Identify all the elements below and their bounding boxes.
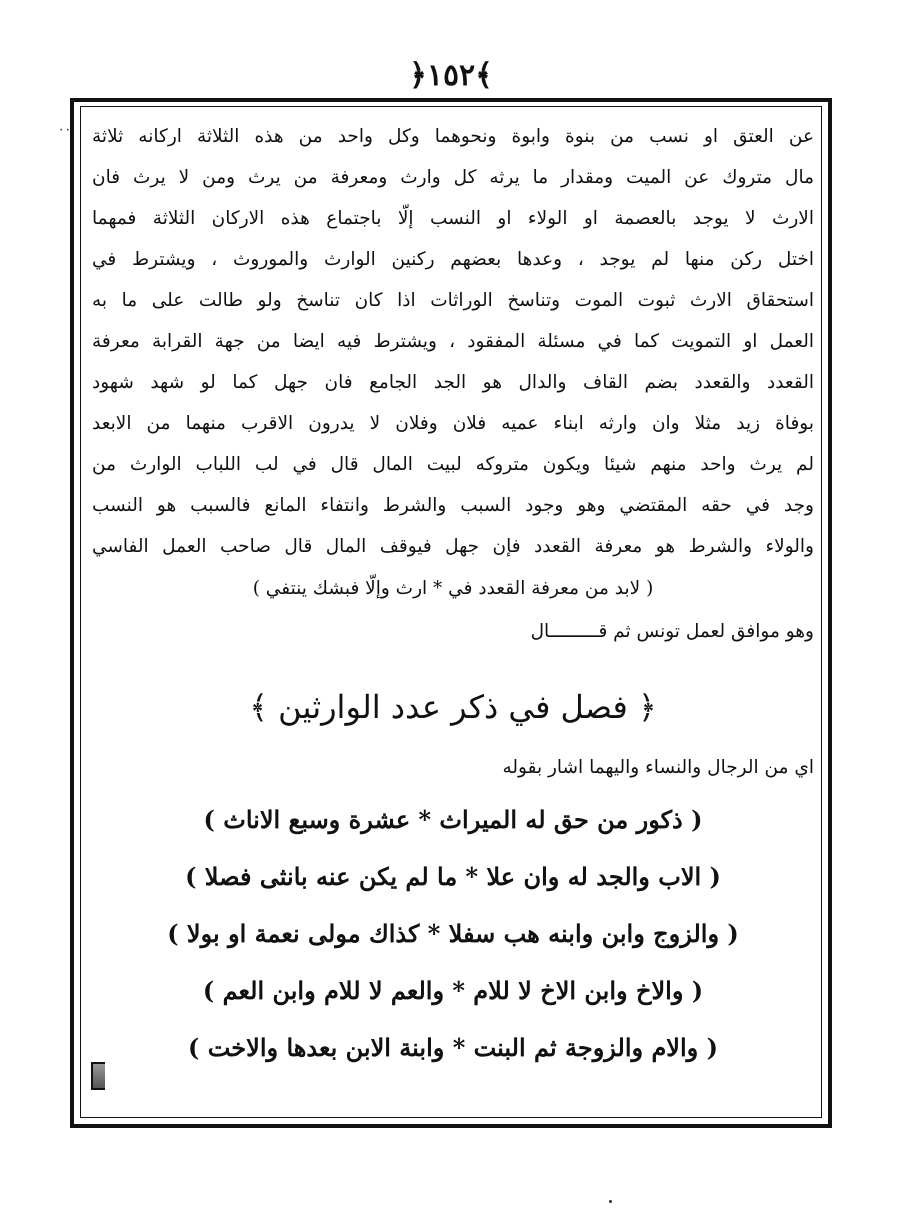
text-line: الارث لا يوجد بالعصمة او الولاء او النسب إلّا باجتماع هذه الاركان الثلاثة فمهما bbox=[92, 208, 814, 229]
page-number: ﴾١٥٢﴿ bbox=[409, 58, 493, 93]
quoted-verse: ( لابد من معرفة القعدد في * ارث وإلّا فبشك ينتفي ) bbox=[252, 578, 654, 599]
body-paragraph bbox=[92, 116, 814, 567]
verse-block bbox=[92, 791, 814, 1076]
text-line: وهو موافق لعمل تونس ثم قـــــــــال bbox=[530, 621, 814, 642]
text-line: استحقاق الارث ثبوت الموت وتناسخ الوراثات اذا كان تناسخ ولو طالت على ما به bbox=[92, 290, 814, 311]
verse-line: ( والاخ وابن الاخ لا للام * والعم لا للام وابن العم ) bbox=[202, 976, 704, 1005]
verse-line: ( ذكور من حق له الميراث * عشرة وسبع الاناث ) bbox=[203, 805, 703, 834]
page-body bbox=[92, 116, 814, 1076]
verse-line: ( والام والزوجة ثم البنت * وابنة الابن بعدها والاخت ) bbox=[188, 1033, 718, 1062]
text-line: لم يرث واحد منهم شيئا ويكون متروكه لبيت المال قال في لب اللباب الوارث من bbox=[92, 454, 814, 475]
margin-mark: ٠٠ bbox=[58, 122, 71, 136]
text-line: مال متروك عن الميت ومقدار ما يرثه كل وارث ومعرفة من يرث ومن لا يرث فان bbox=[92, 167, 814, 188]
verse-line: ( والزوج وابن وابنه هب سفلا * كذاك مولى نعمة او بولا ) bbox=[167, 919, 739, 948]
intro-text: اي من الرجال والنساء واليهما اشار بقوله bbox=[502, 757, 814, 778]
speck bbox=[609, 1200, 612, 1203]
text-line: عن العتق او نسب من بنوة وابوة ونحوهما وكل واحد من هذه الثلاثة اركانه ثلاثة bbox=[92, 126, 814, 147]
verse-line: ( الاب والجد له وان علا * ما لم يكن عنه بانثى فصلا ) bbox=[185, 862, 721, 891]
text-line: وجد في حقه المقتضي وهو وجود السبب والشرط وانتفاء المانع فالسبب هو النسب bbox=[92, 495, 814, 516]
text-line: والولاء والشرط هو معرفة القعدد فإن جهل فيوقف المال قال صاحب العمل الفاسي bbox=[92, 536, 814, 557]
text-line: القعدد والقعدد بضم القاف والدال هو الجد الجامع فان جهل كما لو شهد شهود bbox=[92, 372, 814, 393]
text-line: بوفاة زيد مثلا وان وارثه ابناء عميه فلان وفلان لا يدرون الاقرب منهما من الابعد bbox=[92, 413, 814, 434]
text-line: العمل او التمويت كما في مسئلة المفقود ، ويشترط فيه ايضا من جهة القرابة معرفة bbox=[92, 331, 814, 352]
section-heading: ﴿ فصل في ذكر عدد الوارثين ﴾ bbox=[249, 688, 657, 726]
text-line: اختل ركن منها لم يوجد ، وعدها بعضهم ركنين الوارث والموروث ، ويشترط في bbox=[92, 249, 814, 270]
